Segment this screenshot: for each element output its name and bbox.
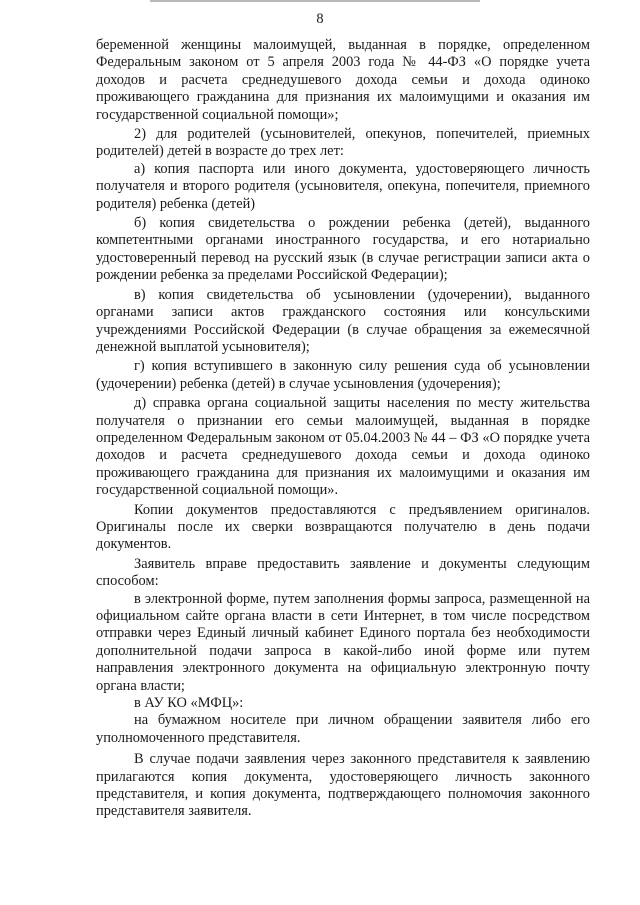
paragraph-subitem-a: а) копия паспорта или иного документа, удостоверяющего личность получателя и второго родителя (усыновителя, опекуна, попечителя, приемного родителя) ребенка (детей): [96, 160, 590, 212]
page-number: 8: [316, 11, 324, 27]
paragraph-continuation: беременной женщины малоимущей, выданная в порядке, определенном Федеральным законом от 5 апреля 2003 года № 44-ФЗ «О порядке учета доходов и расчета среднедушевого дохода семьи и дохода одиноко проживающего гражданина для признания их малоимущими и оказания им государственной социальной помощи»;: [96, 37, 590, 123]
document-body: [96, 37, 590, 821]
paragraph-subitem-d: д) справка органа социальной защиты населения по месту жительства получателя о признании его семьи малоимущей, выданная в порядке определенном Федеральным законом от 05.04.2003 № 44 – ФЗ «О порядке учета доходов и расчета среднедушевого дохода семьи и дохода одиноко проживающего гражданина для признания их малоимущими и оказания им государственной социальной помощи».: [96, 395, 590, 499]
paragraph-item-2: 2) для родителей (усыновителей, опекунов, попечителей, приемных родителей) детей в возрасте до трех лет:: [96, 126, 590, 160]
scan-edge-line: [150, 0, 480, 2]
paragraph-mfc: в АУ КО «МФЦ»:: [134, 695, 244, 712]
paragraph-paper-form: на бумажном носителе при личном обращении заявителя либо его уполномоченного представителя.: [96, 712, 590, 746]
paragraph-copies-note: Копии документов предоставляются с предъявлением оригиналов. Оригиналы после их сверки возвращаются получателю в день подачи документов.: [96, 501, 590, 553]
paragraph-subitem-b: б) копия свидетельства о рождении ребенка (детей), выданного компетентными органами иностранного государства, и его нотариально удостоверенный перевод на русский язык (в случае регистрации записи акта о рождении ребенка за пределами Российской Федерации);: [96, 215, 590, 284]
paragraph-electronic-form: в электронной форме, путем заполнения формы запроса, размещенной на официальном сайте органа власти в сети Интернет, в том числе посредством отправки через Единый личный кабинет Единого портала без необходимости дополнительной подачи запроса в какой-либо иной форме или путем направления электронного документа на официальную электронную почту органа власти;: [96, 590, 590, 694]
paragraph-subitem-g: г) копия вступившего в законную силу решения суда об усыновлении (удочерении) ребенка (детей) в случае усыновления (удочерения);: [96, 358, 590, 392]
paragraph-legal-representative: В случае подачи заявления через законного представителя к заявлению прилагаются копия документа, удостоверяющего личность законного представителя, и копия документа, подтверждающего полномочия законного представителя заявителя.: [96, 751, 590, 820]
paragraph-submission-methods: Заявитель вправе предоставить заявление и документы следующим способом:: [96, 555, 590, 590]
paragraph-subitem-v: в) копия свидетельства об усыновлении (удочерении), выданного органами записи актов гражданского состояния или консульскими учреждениями Российской Федерации (в случае обращения за ежемесячной денежной выплатой усыновителя);: [96, 286, 590, 355]
